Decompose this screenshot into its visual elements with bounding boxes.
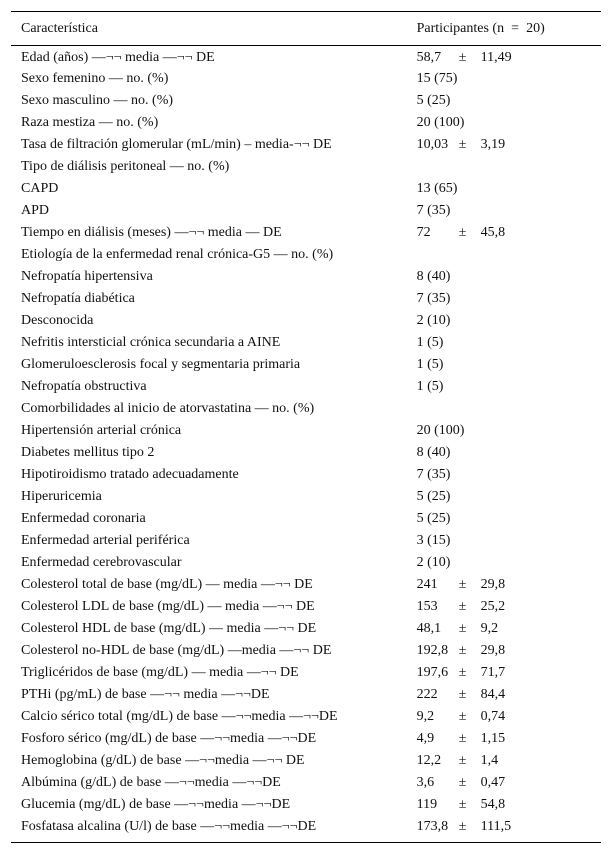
table-row [11, 684, 601, 706]
table-row [11, 464, 601, 486]
row-value: 7 (35) [416, 466, 451, 482]
row-label: Colesterol HDL de base (mg/dL) — media —¬¬ DE [21, 620, 317, 636]
table-row [11, 794, 601, 816]
row-label: Nefropatía diabética [21, 290, 135, 306]
row-value: 7 (35) [416, 290, 451, 306]
row-mean: 197,6 [416, 664, 449, 680]
row-sd: 1,4 [480, 752, 499, 768]
row-value: 1 (5) [416, 356, 444, 372]
row-value-cell [407, 530, 601, 552]
row-value-cell [407, 310, 601, 332]
table-row [11, 618, 601, 640]
row-label: Colesterol LDL de base (mg/dL) — media —¬¬ DE [21, 598, 315, 614]
characteristics-table-container [11, 11, 601, 843]
row-value: 20 (100) [416, 114, 465, 130]
row-mean: 4,9 [416, 730, 435, 746]
table-body [11, 46, 601, 838]
row-value-cell [407, 618, 601, 640]
row-label: Edad (años) —¬¬ media —¬¬ DE [21, 49, 215, 65]
table-row [11, 178, 601, 200]
row-label: Hiperuricemia [21, 488, 102, 504]
table-row [11, 90, 601, 112]
table-row [11, 750, 601, 772]
row-value-cell [407, 90, 601, 112]
row-value: 13 (65) [416, 180, 458, 196]
table-row [11, 442, 601, 464]
row-mean: 192,8 [416, 642, 449, 658]
table-row [11, 244, 601, 266]
row-label: Enfermedad coronaria [21, 510, 146, 526]
row-value-cell [407, 266, 601, 288]
table-row [11, 68, 601, 90]
row-value-cell [407, 156, 601, 178]
row-mean: 72 [416, 224, 431, 240]
plus-minus-sign: ± [458, 49, 467, 65]
row-value: 7 (35) [416, 202, 451, 218]
row-value-cell [407, 552, 601, 574]
row-value: 2 (10) [416, 312, 451, 328]
row-value-cell [407, 706, 601, 728]
row-value-cell [407, 486, 601, 508]
row-sd: 11,49 [480, 49, 512, 65]
row-label: Triglicéridos de base (mg/dL) — media —¬¬ DE [21, 664, 299, 680]
plus-minus-sign: ± [458, 598, 467, 614]
row-mean: 10,03 [416, 136, 449, 152]
row-value: 1 (5) [416, 378, 444, 394]
row-label: Enfermedad arterial periférica [21, 532, 190, 548]
plus-minus-sign: ± [458, 774, 467, 790]
row-sd: 84,4 [480, 686, 506, 702]
row-value-cell [407, 574, 601, 596]
row-value: 15 (75) [416, 70, 458, 86]
row-value-cell [407, 772, 601, 794]
row-value: 5 (25) [416, 510, 451, 526]
plus-minus-sign: ± [458, 576, 467, 592]
row-sd: 25,2 [480, 598, 506, 614]
row-value-cell [407, 222, 601, 244]
row-label: Hipotiroidismo tratado adecuadamente [21, 466, 239, 482]
row-label: APD [21, 202, 50, 218]
row-value: 8 (40) [416, 268, 451, 284]
row-value-cell [407, 68, 601, 90]
row-value-cell [407, 684, 601, 706]
row-label: Colesterol no-HDL de base (mg/dL) —media —¬¬ DE [21, 642, 332, 658]
row-label: Desconocida [21, 312, 94, 328]
row-mean: 58,7 [416, 49, 442, 65]
row-label: PTHi (pg/mL) de base —¬¬ media —¬¬DE [21, 686, 270, 702]
plus-minus-sign: ± [458, 752, 467, 768]
row-value: 5 (25) [416, 488, 451, 504]
row-label: Glucemia (mg/dL) de base —¬¬media —¬¬DE [21, 796, 291, 812]
header-participants-label: Participantes (n [416, 20, 505, 36]
row-label: Diabetes mellitus tipo 2 [21, 444, 155, 460]
header-characteristic: Característica [11, 12, 407, 46]
row-label: Nefritis intersticial crónica secundaria a AINE [21, 334, 281, 350]
row-value-cell [407, 728, 601, 750]
row-label: Albúmina (g/dL) de base —¬¬media —¬¬DE [21, 774, 281, 790]
table-row [11, 640, 601, 662]
row-mean: 48,1 [416, 620, 442, 636]
row-label: Colesterol total de base (mg/dL) — media —¬¬ DE [21, 576, 313, 592]
row-mean: 241 [416, 576, 438, 592]
row-value-cell [407, 354, 601, 376]
row-value-cell [407, 244, 601, 266]
row-label: CAPD [21, 180, 59, 196]
row-sd: 111,5 [480, 818, 512, 834]
row-value-cell [407, 398, 601, 420]
row-sd: 29,8 [480, 576, 506, 592]
row-sd: 54,8 [480, 796, 506, 812]
row-label: Sexo femenino — no. (%) [21, 70, 169, 86]
row-value: 8 (40) [416, 444, 451, 460]
row-label: Comorbilidades al inicio de atorvastatina — no. (%) [21, 400, 315, 416]
row-value-cell [407, 794, 601, 816]
table-bottom-rule [11, 842, 601, 843]
row-label: Tasa de filtración glomerular (mL/min) – media-¬¬ DE [21, 136, 332, 152]
plus-minus-sign: ± [458, 664, 467, 680]
header-participants-equals: = [511, 20, 520, 36]
row-label: Tipo de diálisis peritoneal — no. (%) [21, 158, 230, 174]
row-value-cell [407, 134, 601, 156]
header-participants [407, 12, 601, 46]
row-mean: 119 [416, 796, 438, 812]
table-row [11, 376, 601, 398]
row-sd: 0,74 [480, 708, 506, 724]
row-value-cell [407, 376, 601, 398]
row-label: Glomeruloesclerosis focal y segmentaria primaria [21, 356, 301, 372]
row-sd: 9,2 [480, 620, 499, 636]
row-sd: 71,7 [480, 664, 506, 680]
row-label: Etiología de la enfermedad renal crónica-G5 — no. (%) [21, 246, 334, 262]
row-value-cell [407, 112, 601, 134]
row-value-cell [407, 596, 601, 618]
row-sd: 1,15 [480, 730, 506, 746]
row-sd: 0,47 [480, 774, 506, 790]
row-value-cell [407, 662, 601, 684]
plus-minus-sign: ± [458, 642, 467, 658]
table-row [11, 266, 601, 288]
plus-minus-sign: ± [458, 796, 467, 812]
row-label: Hemoglobina (g/dL) de base —¬¬media —¬¬ DE [21, 752, 305, 768]
row-label: Calcio sérico total (mg/dL) de base —¬¬media —¬¬DE [21, 708, 338, 724]
table-row [11, 486, 601, 508]
table-row [11, 222, 601, 244]
table-row [11, 156, 601, 178]
table-row [11, 354, 601, 376]
table-row [11, 662, 601, 684]
plus-minus-sign: ± [458, 224, 467, 240]
table-header [11, 12, 601, 46]
row-value: 1 (5) [416, 334, 444, 350]
row-value-cell [407, 640, 601, 662]
table-row [11, 134, 601, 156]
row-value-cell [407, 816, 601, 838]
row-value-cell [407, 420, 601, 442]
header-participants-count: 20) [526, 20, 545, 36]
row-value: 5 (25) [416, 92, 451, 108]
row-value: 3 (15) [416, 532, 451, 548]
table-row [11, 772, 601, 794]
row-label: Fosforo sérico (mg/dL) de base —¬¬media —¬¬DE [21, 730, 317, 746]
row-mean: 9,2 [416, 708, 435, 724]
row-label: Nefropatía obstructiva [21, 378, 147, 394]
table-row [11, 46, 601, 68]
row-value-cell [407, 464, 601, 486]
table-row [11, 574, 601, 596]
table-row [11, 200, 601, 222]
plus-minus-sign: ± [458, 136, 467, 152]
row-label: Sexo masculino — no. (%) [21, 92, 174, 108]
row-value: 20 (100) [416, 422, 465, 438]
plus-minus-sign: ± [458, 730, 467, 746]
row-sd: 45,8 [480, 224, 506, 240]
row-mean: 3,6 [416, 774, 435, 790]
table-row [11, 816, 601, 838]
table-row [11, 552, 601, 574]
row-value-cell [407, 442, 601, 464]
row-label: Tiempo en diálisis (meses) —¬¬ media — DE [21, 224, 282, 240]
row-label: Nefropatía hipertensiva [21, 268, 153, 284]
table-row [11, 596, 601, 618]
table-row [11, 112, 601, 134]
table-row [11, 398, 601, 420]
table-header-row [11, 12, 601, 46]
plus-minus-sign: ± [458, 818, 467, 834]
row-value-cell [407, 508, 601, 530]
plus-minus-sign: ± [458, 708, 467, 724]
table-row [11, 508, 601, 530]
row-mean: 173,8 [416, 818, 449, 834]
row-mean: 12,2 [416, 752, 442, 768]
table-row [11, 728, 601, 750]
row-value-cell [407, 46, 601, 68]
table-row [11, 332, 601, 354]
row-value-cell [407, 750, 601, 772]
table-row [11, 706, 601, 728]
plus-minus-sign: ± [458, 686, 467, 702]
table-row [11, 530, 601, 552]
row-value: 2 (10) [416, 554, 451, 570]
table-row [11, 288, 601, 310]
table-row [11, 310, 601, 332]
row-label: Fosfatasa alcalina (U/l) de base —¬¬media —¬¬DE [21, 818, 317, 834]
row-mean: 222 [416, 686, 438, 702]
plus-minus-sign: ± [458, 620, 467, 636]
row-value-cell [407, 332, 601, 354]
row-mean: 153 [416, 598, 438, 614]
row-label: Hipertensión arterial crónica [21, 422, 182, 438]
characteristics-table [11, 11, 601, 838]
row-value-cell [407, 200, 601, 222]
row-sd: 3,19 [480, 136, 506, 152]
table-row [11, 420, 601, 442]
row-value-cell [407, 288, 601, 310]
row-label: Raza mestiza — no. (%) [21, 114, 159, 130]
row-value-cell [407, 178, 601, 200]
row-label: Enfermedad cerebrovascular [21, 554, 182, 570]
row-sd: 29,8 [480, 642, 506, 658]
